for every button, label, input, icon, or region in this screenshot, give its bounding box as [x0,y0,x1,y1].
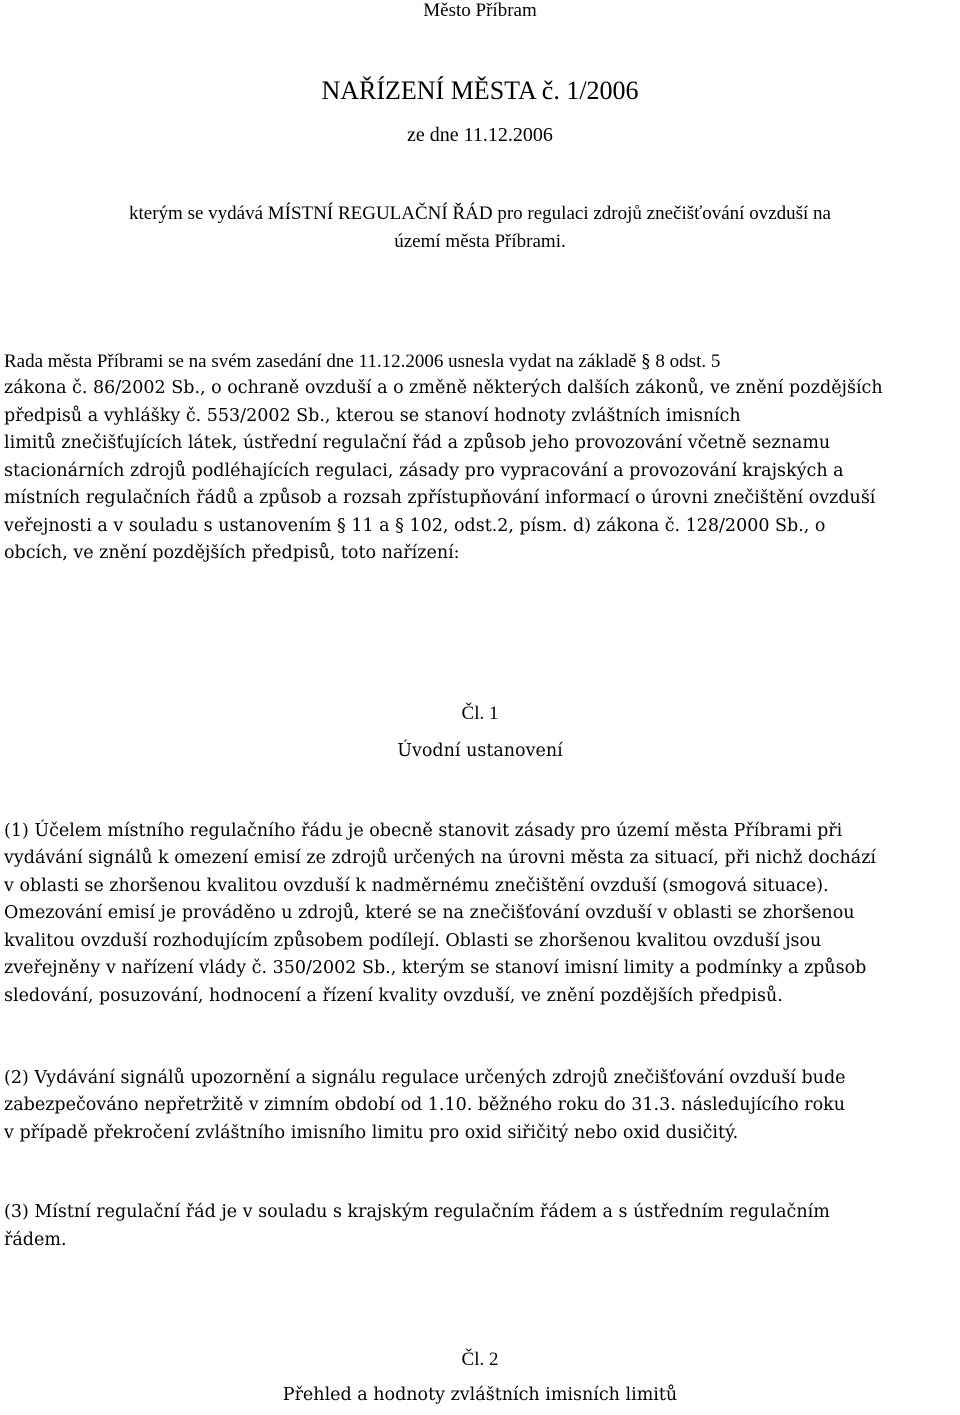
paragraph-line: (2) Vydávání signálů upozornění a signálu regulace určených zdrojů znečišťování ovzduší bude [4,1068,846,1088]
preamble-line: obcích, ve znění pozdějších předpisů, toto nařízení: [4,543,460,563]
paragraph-line: vydávání signálů k omezení emisí ze zdrojů určených na úrovni města za situací, při nichž dochází [4,848,877,868]
paragraph-line: sledování, posuzování, hodnocení a řízení kvality ovzduší, ve znění pozdějších předpisů. [4,986,783,1006]
preamble-line: Rada města Příbrami se na svém zasedání dne 11.12.2006 usnesla vydat na základě § 8 odst. 5 [4,351,721,372]
city-name: Město Příbram [423,0,537,21]
paragraph-line: řádem. [4,1230,67,1250]
preamble-line: limitů znečišťujících látek, ústřední regulační řád a způsob jeho provozování včetně seznamu [4,433,831,453]
paragraph-line: (1) Účelem místního regulačního řádu je obecně stanovit zásady pro území města Příbrami při [4,821,843,841]
preamble-line: stacionárních zdrojů podléhajících regulaci, zásady pro vypracování a provozování krajských a [4,461,844,481]
regulation-date: ze dne 11.12.2006 [407,124,553,146]
article-2-heading: Přehled a hodnoty zvláštních imisních limitů [282,1385,678,1405]
regulation-title: NAŘÍZENÍ MĚSTA č. 1/2006 [321,76,639,105]
subject-line-2: území města Příbrami. [394,231,566,252]
article-1-heading: Úvodní ustanovení [397,741,563,761]
paragraph-line: zabezpečováno nepřetržitě v zimním období od 1.10. běžného roku do 31.3. následujícího roku [4,1095,846,1115]
paragraph-line: Omezování emisí je prováděno u zdrojů, které se na znečišťování ovzduší v oblasti se zhoršenou [4,903,855,923]
preamble-line: předpisů a vyhlášky č. 553/2002 Sb., kterou se stanoví hodnoty zvláštních imisních [4,406,741,426]
preamble-line: místních regulačních řádů a způsob a rozsah zpřístupňování informací o úrovni znečištění ovzduší [4,488,876,508]
preamble-line: veřejnosti a v souladu s ustanovením § 11 a § 102, odst.2, písm. d) zákona č. 128/2000 Sb., o [4,516,826,536]
paragraph-line: kvalitou ovzduší rozhodujícím způsobem podílejí. Oblasti se zhoršenou kvalitou ovzduší jsou [4,931,822,951]
article-1-number: Čl. 1 [461,703,499,724]
paragraph-line: (3) Místní regulační řád je v souladu s krajským regulačním řádem a s ústředním regulačním [4,1202,830,1222]
subject-line-1: kterým se vydává MÍSTNÍ REGULAČNÍ ŘÁD pro regulaci zdrojů znečišťování ovzduší na [129,203,831,224]
paragraph-line: zveřejněny v nařízení vlády č. 350/2002 Sb., kterým se stanoví imisní limity a podmínky a způsob [4,958,867,978]
article-2-number: Čl. 2 [461,1349,499,1370]
paragraph-line: v oblasti se zhoršenou kvalitou ovzduší k nadměrnému znečištění ovzduší (smogová situace). [4,876,829,896]
preamble-line: zákona č. 86/2002 Sb., o ochraně ovzduší a o změně některých dalších zákonů, ve znění pozdějších [4,378,883,398]
paragraph-line: v případě překročení zvláštního imisního limitu pro oxid siřičitý nebo oxid dusičitý. [4,1123,739,1143]
